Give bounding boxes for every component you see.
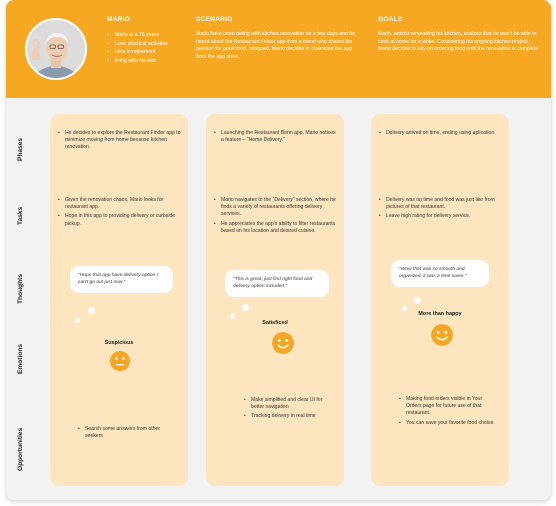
task-item: • Delivery was on time and food was just like from pictures of that restaurant. xyxy=(379,197,503,211)
opportunity-item: • Make simplified and clear UI for better navigation xyxy=(244,397,332,411)
thought-dot xyxy=(88,307,95,314)
opportunity-item: • Tracking delivery in real time xyxy=(244,413,332,420)
persona-bullet: • Mario is a 76 years xyxy=(107,31,187,40)
scenario-section xyxy=(196,16,364,61)
opportunity-item: • You can save your favorite food choice. xyxy=(399,420,497,427)
phase-item: • Launching the Restaurant Bonn app, Mario notices a feature – "Home Delivery." xyxy=(214,130,338,144)
emotion-label: More than happy xyxy=(418,311,462,317)
row-label-phases: Phases xyxy=(17,137,24,161)
task-item: • Leave high rating for delivery service. xyxy=(379,213,503,220)
persona-name: MARIO xyxy=(107,16,130,23)
phases-block xyxy=(379,130,503,139)
tasks-block xyxy=(58,197,182,230)
journey-column-3 xyxy=(371,114,509,486)
thought-dot xyxy=(230,314,235,319)
thought-bubble: "This is great, just find right food and delivery option included." xyxy=(225,270,329,297)
scenario-heading: SCENARIO xyxy=(196,16,233,23)
phase-item: • Delivery arrived on time, ending using aplication. xyxy=(379,130,503,137)
task-item: • Given the renovation chaos, Mario looks for restaurant app. xyxy=(58,197,182,211)
emotion-label: Suspicious xyxy=(104,340,134,346)
smiling-face-icon xyxy=(271,331,295,355)
phases-block xyxy=(58,130,182,154)
thought-dot xyxy=(414,297,421,304)
opportunities-block xyxy=(399,396,497,429)
smiling-face-icon xyxy=(430,323,454,347)
opportunities-block xyxy=(78,426,174,442)
row-label-opportunities: Opportunities xyxy=(17,427,24,471)
emotion-label: Satisficed xyxy=(262,320,288,326)
persona-bullet: • He's in retirement xyxy=(107,48,187,57)
elderly-man-photo-icon xyxy=(27,20,85,78)
persona-header xyxy=(6,0,551,98)
persona-bullets xyxy=(107,31,187,65)
journey-map-card xyxy=(6,0,551,500)
persona-info xyxy=(107,16,187,65)
opportunity-item: • Making food orders visible in Your Orders page for future use of that restaurant. xyxy=(399,396,497,418)
persona-avatar xyxy=(25,18,87,80)
thought-dot xyxy=(242,304,249,311)
thought-bubble: "Wow that was so smooth and organized, it was a time saver." xyxy=(391,260,489,287)
persona-bullet: • Love physical activities xyxy=(107,40,187,49)
neutral-face-icon xyxy=(109,350,131,372)
scenario-text: Mario have been deling with kitchen renovation for a few days and he heard about the Restaurant Finder app from a friend who shares his passion for good food. Intrigued, Mario decides to download the app from the app store. xyxy=(196,31,356,60)
row-label-emotions: Emotions xyxy=(17,343,24,374)
task-item: • He appreciates the app's ability to filter restaurants based on his location and desired cuisine. xyxy=(214,221,338,235)
thought-dot xyxy=(75,318,80,323)
persona-bullet: • living with his wife xyxy=(107,57,187,66)
tasks-block xyxy=(379,197,503,223)
task-item: • Hope in this app to providing delivery or curbside pickup. xyxy=(58,213,182,227)
goals-heading: GOALS xyxy=(378,16,403,23)
tasks-block xyxy=(214,197,338,237)
opportunity-item: • Search some answers from other seekers xyxy=(78,426,174,440)
thought-bubble: "Hope that app have delivery option I can't go out just now." xyxy=(70,266,173,293)
opportunities-block xyxy=(244,397,332,423)
journey-column-2 xyxy=(206,114,344,486)
row-label-tasks: Tasks xyxy=(17,206,24,225)
goals-section xyxy=(378,16,542,54)
phases-block xyxy=(214,130,338,146)
task-item: • Mario navigates to the "Delivery" section, where he finds a variety of restaurants offering delivery services. xyxy=(214,197,338,219)
phase-item: • He decides to explore the Restaurant Finder app to minimize moving from home because kitchen renovation. xyxy=(58,130,182,152)
journey-column-1 xyxy=(50,114,188,486)
row-label-thoughts: Thoughts xyxy=(17,273,24,304)
goals-text: Mario, amidst renovating his kitchen, realizes that he won't be able to cook at home for a while. Considering his ongoing kitchen project, Mario decides to rely on ordering food until the renovation is complete xyxy=(378,31,539,53)
